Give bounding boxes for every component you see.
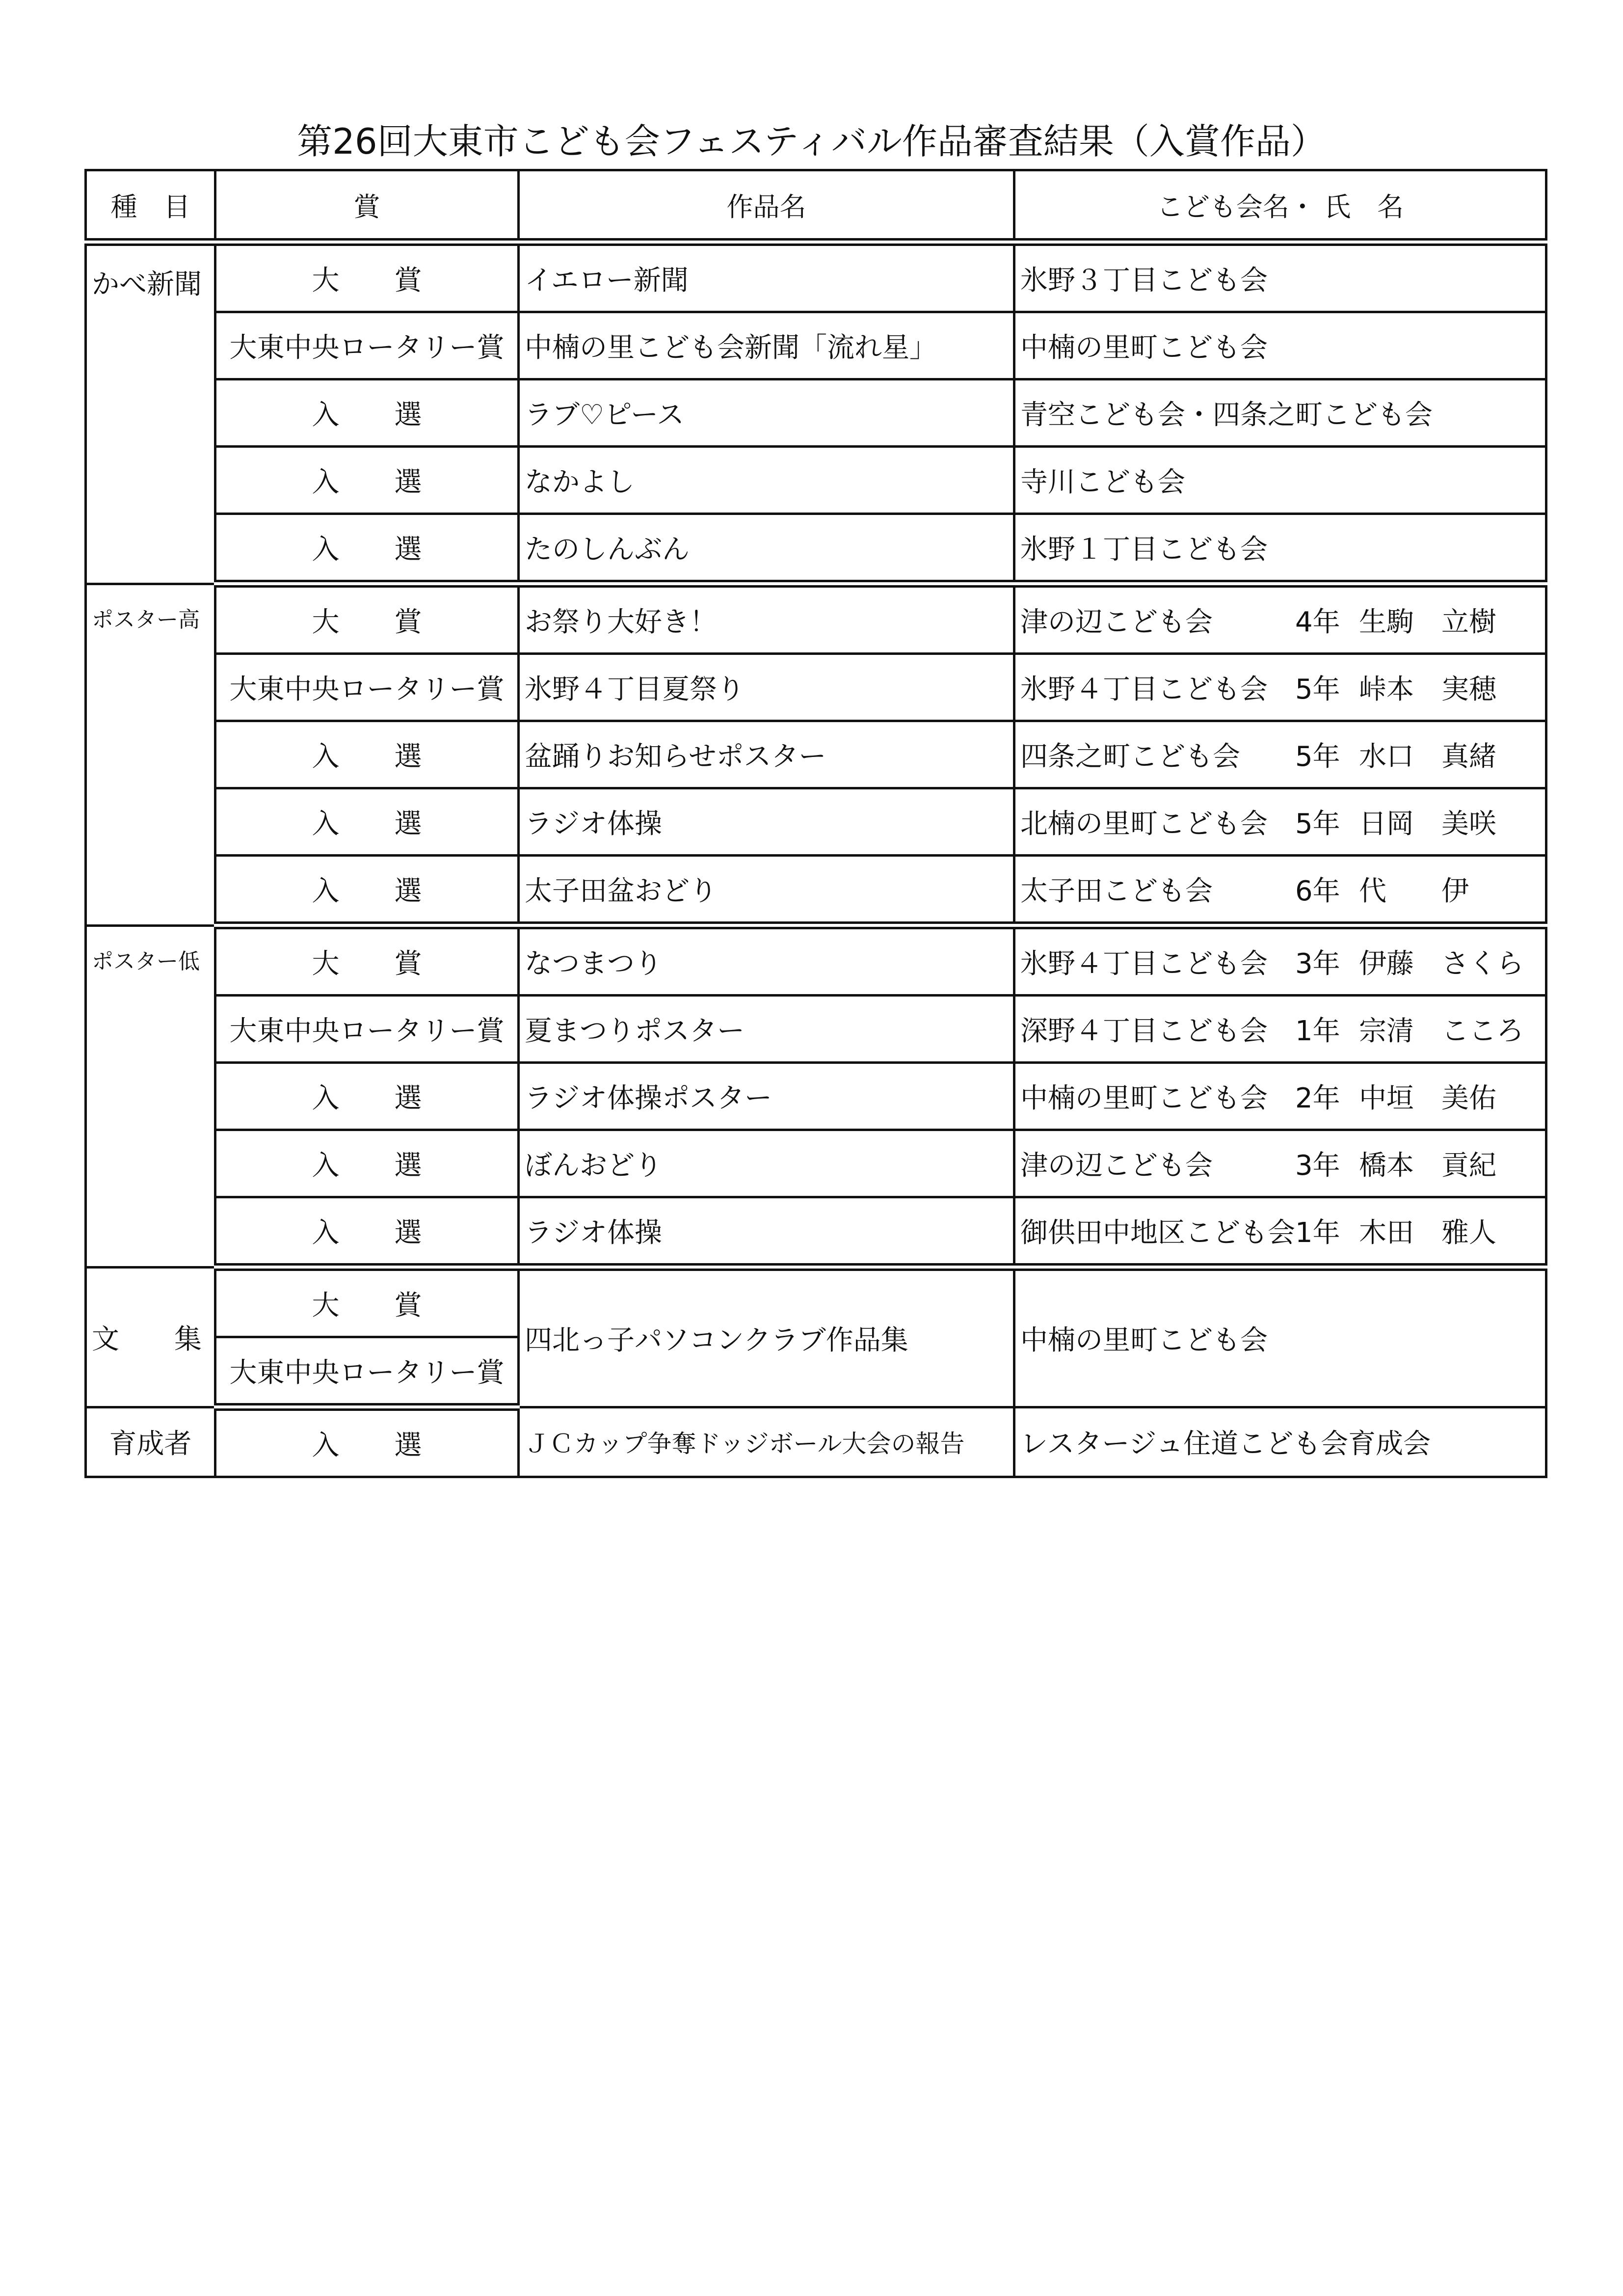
org-name: 太子田こども会 (1020, 875, 1213, 907)
person-name: 伊藤 さくら (1359, 948, 1524, 980)
table-row (86, 379, 1546, 447)
org-name: 氷野４丁目こども会 (1020, 948, 1268, 980)
org-name: 御供田中地区こども会 (1020, 1217, 1295, 1249)
award-cell: 大東中央ロータリー賞 (215, 312, 519, 379)
org-cell: 中楠の里町こども会 (1014, 1267, 1546, 1407)
org-cell: 氷野３丁目こども会 (1014, 242, 1546, 312)
table-row (86, 514, 1546, 584)
table-row (86, 1267, 1546, 1337)
person-name: 木田 雅人 (1359, 1217, 1496, 1249)
table-row (86, 447, 1546, 514)
table-row (86, 654, 1546, 721)
award-cell: 入 選 (215, 788, 519, 856)
org-cell (1014, 996, 1546, 1063)
org-cell (1014, 584, 1546, 654)
grade: 3年 (1295, 948, 1340, 980)
header-work: 作品名 (519, 170, 1014, 243)
table-row (86, 721, 1546, 788)
award-cell: 大東中央ロータリー賞 (215, 996, 519, 1063)
table-row (86, 242, 1546, 312)
work-cell: ラジオ体操ポスター (519, 1063, 1014, 1130)
award-cell: 大 賞 (215, 242, 519, 312)
grade: 5年 (1295, 674, 1340, 705)
table-row (86, 1407, 1546, 1477)
table-row (86, 1197, 1546, 1268)
org-cell: レスタージュ住道こども会育成会 (1014, 1407, 1546, 1477)
award-cell: 大 賞 (215, 584, 519, 654)
grade: 5年 (1295, 808, 1340, 840)
org-name: 北楠の里町こども会 (1020, 808, 1268, 840)
work-cell: 夏まつりポスター (519, 996, 1014, 1063)
work-cell: イエロー新聞 (519, 242, 1014, 312)
table-row (86, 788, 1546, 856)
page-title: 第26回大東市こども会フェスティバル作品審査結果（入賞作品） (297, 121, 1326, 162)
table-row (86, 925, 1546, 996)
work-cell: 盆踊りお知らせポスター (519, 721, 1014, 788)
work-cell: 中楠の里こども会新聞「流れ星」 (519, 312, 1014, 379)
grade: 6年 (1295, 875, 1340, 907)
org-cell: 氷野１丁目こども会 (1014, 514, 1546, 584)
person-name: 代 伊 (1359, 875, 1469, 907)
org-cell (1014, 788, 1546, 856)
person-name: 宗清 こころ (1359, 1015, 1524, 1047)
person-name: 中垣 美佑 (1359, 1082, 1496, 1114)
grade: 4年 (1295, 606, 1340, 638)
work-cell: お祭り大好き！ (519, 584, 1014, 654)
person-name: 橋本 貢紀 (1359, 1150, 1496, 1182)
work-cell: なつまつり (519, 925, 1014, 996)
org-name: 四条之町こども会 (1020, 741, 1240, 773)
work-cell: ラジオ体操 (519, 788, 1014, 856)
org-cell (1014, 721, 1546, 788)
person-name: 生駒 立樹 (1359, 606, 1496, 638)
category-bunshu: 文 集 (86, 1267, 215, 1407)
work-cell: 太子田盆おどり (519, 856, 1014, 926)
org-cell (1014, 925, 1546, 996)
person-name: 日岡 美咲 (1359, 808, 1496, 840)
award-cell: 大 賞 (215, 925, 519, 996)
work-cell: なかよし (519, 447, 1014, 514)
work-cell: たのしんぶん (519, 514, 1014, 584)
org-cell (1014, 1197, 1546, 1268)
work-cell: ＪＣカップ争奪ドッジボール大会の報告 (519, 1407, 1014, 1477)
work-cell: 四北っ子パソコンクラブ作品集 (519, 1267, 1014, 1407)
grade: 1年 (1295, 1217, 1340, 1249)
work-cell: ぼんおどり (519, 1130, 1014, 1197)
table-row (86, 856, 1546, 926)
award-cell: 大 賞 (215, 1267, 519, 1337)
work-cell: ラジオ体操 (519, 1197, 1014, 1268)
org-cell: 中楠の里町こども会 (1014, 312, 1546, 379)
table-row (86, 996, 1546, 1063)
table-row (86, 1063, 1546, 1130)
award-cell: 入 選 (215, 1063, 519, 1130)
award-cell: 入 選 (215, 1130, 519, 1197)
work-cell: ラブ♡ピース (519, 379, 1014, 447)
org-cell (1014, 856, 1546, 926)
table-row (86, 1130, 1546, 1197)
award-cell: 入 選 (215, 856, 519, 926)
header-award: 賞 (215, 170, 519, 243)
org-cell (1014, 654, 1546, 721)
award-cell: 入 選 (215, 1407, 519, 1477)
org-name: 氷野４丁目こども会 (1020, 674, 1268, 705)
header-org: こども会名・ 氏 名 (1014, 170, 1546, 243)
person-name: 水口 真緒 (1359, 741, 1496, 773)
org-name: 津の辺こども会 (1020, 606, 1213, 638)
header-category: 種 目 (86, 170, 215, 243)
grade: 2年 (1295, 1082, 1340, 1114)
org-name: 深野４丁目こども会 (1020, 1015, 1268, 1047)
table-header-row (86, 170, 1546, 243)
award-cell: 入 選 (215, 379, 519, 447)
org-name: 津の辺こども会 (1020, 1150, 1213, 1182)
award-cell: 入 選 (215, 1197, 519, 1268)
category-poster-low: ポスター低 (86, 925, 215, 1267)
award-cell: 入 選 (215, 721, 519, 788)
org-cell (1014, 1063, 1546, 1130)
table-row (86, 584, 1546, 654)
org-cell (1014, 1130, 1546, 1197)
category-poster-high: ポスター高 (86, 584, 215, 925)
grade: 3年 (1295, 1150, 1340, 1182)
results-table (84, 169, 1547, 1478)
org-cell: 青空こども会・四条之町こども会 (1014, 379, 1546, 447)
award-cell: 大東中央ロータリー賞 (215, 654, 519, 721)
grade: 5年 (1295, 741, 1340, 773)
org-name: 中楠の里町こども会 (1020, 1082, 1268, 1114)
org-cell: 寺川こども会 (1014, 447, 1546, 514)
table-row (86, 312, 1546, 379)
work-cell: 氷野４丁目夏祭り (519, 654, 1014, 721)
grade: 1年 (1295, 1015, 1340, 1047)
award-cell: 大東中央ロータリー賞 (215, 1337, 519, 1407)
person-name: 峠本 実穂 (1359, 674, 1496, 705)
category-kabe: かべ新聞 (86, 242, 215, 584)
category-ikuseisha: 育成者 (86, 1407, 215, 1477)
award-cell: 入 選 (215, 514, 519, 584)
award-cell: 入 選 (215, 447, 519, 514)
